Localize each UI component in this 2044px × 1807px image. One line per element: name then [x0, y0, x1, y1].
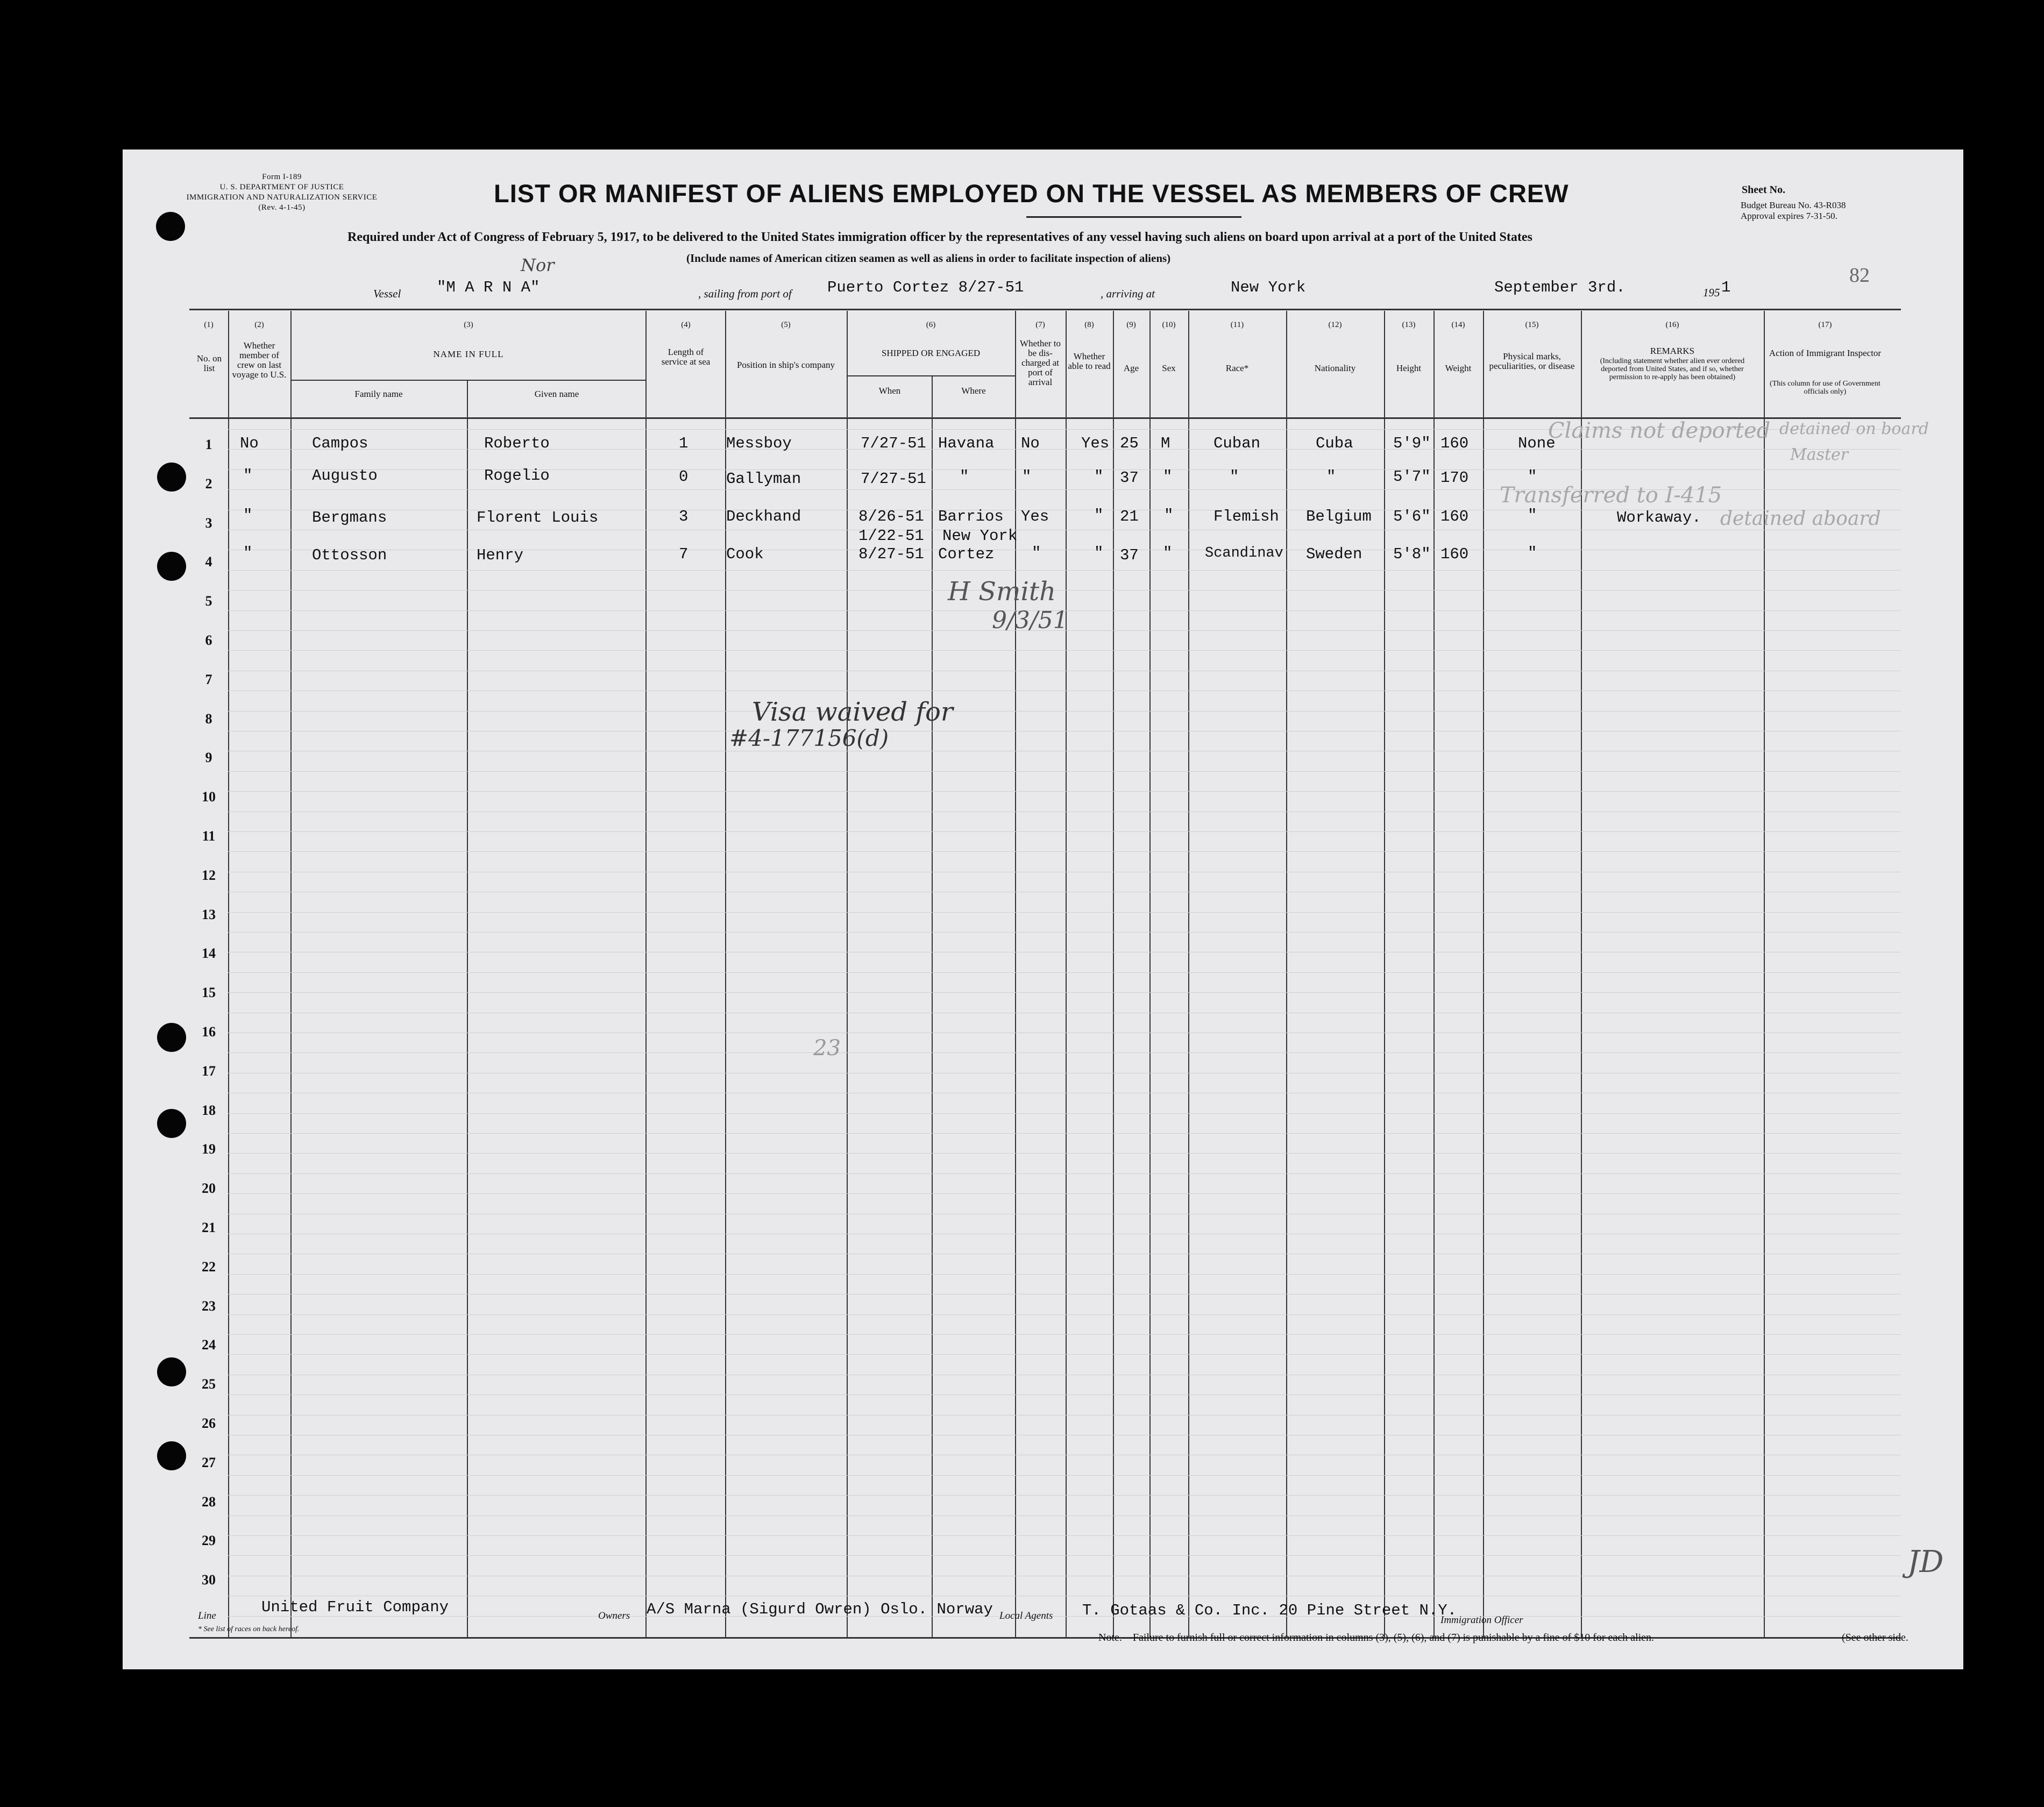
row-number: 14 — [202, 945, 216, 962]
row3-weight: 160 — [1440, 508, 1469, 525]
row-number: 17 — [202, 1063, 216, 1079]
punch-hole — [157, 1023, 186, 1052]
col-num: (11) — [1230, 321, 1244, 329]
row1-race: Cuban — [1213, 435, 1261, 452]
faint-remarks-row1: Claims not deported — [1548, 418, 1771, 443]
row-number: 13 — [202, 906, 216, 922]
races-note: * See list of races on back hereof. — [198, 1625, 300, 1633]
faint-action-row1: detained on board — [1779, 419, 1929, 438]
row1-weight: 160 — [1440, 435, 1469, 452]
row1-height: 5'9" — [1393, 435, 1431, 452]
col-num: (4) — [681, 321, 691, 329]
year-suffix: 1 — [1721, 279, 1731, 296]
sailing-port: Puerto Cortez 8/27-51 — [827, 279, 1024, 296]
row3-family-name: Bergmans — [312, 509, 387, 527]
row-number: 24 — [202, 1337, 216, 1353]
row-number: 12 — [202, 867, 216, 883]
punch-hole — [157, 552, 186, 581]
row-number: 6 — [205, 632, 212, 648]
ruled-line — [228, 1153, 1901, 1154]
ruled-line — [228, 1274, 1901, 1275]
row3-read: " — [1094, 507, 1104, 524]
row-number: 4 — [205, 554, 212, 570]
row1-nationality: Cuba — [1316, 435, 1353, 452]
row1-where: Havana — [938, 435, 995, 452]
ruled-line — [228, 650, 1901, 651]
row-number: 21 — [202, 1220, 216, 1235]
row4-service: 7 — [679, 545, 689, 563]
table-top-rule — [189, 309, 1901, 310]
sailing-label: , sailing from port of — [698, 287, 792, 300]
row3-nationality: Belgium — [1306, 508, 1372, 525]
col-header-read: Whether able to read — [1068, 351, 1111, 371]
ruled-line — [228, 1475, 1901, 1476]
ruled-line — [228, 1193, 1901, 1194]
row2-last-voyage: " — [243, 467, 253, 485]
col-num: (14) — [1451, 321, 1465, 329]
row-number: 30 — [202, 1572, 216, 1588]
row3-when: 8/26-51 — [858, 508, 924, 525]
row-number: 20 — [202, 1180, 216, 1197]
row2-given-name: Rogelio — [484, 467, 550, 485]
ruled-line — [228, 1314, 1901, 1315]
row2-nationality: " — [1326, 468, 1336, 486]
faint-remarks-row3b: detained aboard — [1720, 508, 1881, 530]
row-number: 5 — [205, 593, 212, 609]
ruled-line — [228, 1052, 1901, 1053]
ruled-line — [228, 771, 1901, 772]
row-number: 22 — [202, 1258, 216, 1275]
col-header-action: Action of Immigrant Inspector — [1769, 348, 1882, 358]
owners-value: A/S Marna (Sigurd Owren) Oslo. Norway — [647, 1600, 993, 1618]
row4-family-name: Ottosson — [312, 546, 387, 564]
row2-marks: " — [1528, 468, 1537, 486]
col-header-height: Height — [1396, 363, 1422, 373]
row4-position: Cook — [726, 545, 764, 563]
row4-weight: 160 — [1440, 545, 1469, 563]
required-line: Required under Act of Congress of February 5, 1917, to be delivered to the United States immigration officer by the representatives of any vessel having such aliens on board upon arrival at a port of the United States — [347, 230, 1532, 244]
sheet-number-label: Sheet No. — [1742, 184, 1786, 196]
row1-last-voyage: No — [240, 435, 259, 452]
ruled-line — [228, 1535, 1901, 1536]
row1-discharged: No — [1021, 435, 1040, 452]
row4-when: 8/27-51 — [858, 545, 924, 563]
arriving-label: , arriving at — [1101, 287, 1155, 300]
ruled-line — [228, 831, 1901, 832]
row-number: 25 — [202, 1376, 216, 1392]
col-num: (8) — [1084, 321, 1094, 329]
column-rule — [932, 376, 933, 1637]
row3-height: 5'6" — [1393, 508, 1431, 525]
col-header-service: Length of service at sea — [661, 347, 711, 367]
officer-label: Immigration Officer — [1440, 1614, 1523, 1626]
col-header-remarks: REMARKS — [1650, 346, 1695, 356]
row-number: 9 — [205, 750, 212, 766]
col-header-age: Age — [1123, 363, 1139, 373]
row2-height: 5'7" — [1393, 468, 1431, 486]
col-header-weight: Weight — [1445, 363, 1472, 373]
row3-marks: " — [1528, 507, 1537, 524]
ruled-line — [228, 992, 1901, 993]
row1-family-name: Campos — [312, 435, 368, 452]
row-number: 3 — [205, 515, 212, 531]
year-prefix: 195 — [1703, 286, 1720, 299]
ruled-line — [228, 1334, 1901, 1335]
handwritten-mark: 23 — [813, 1036, 841, 1061]
row-number: 27 — [202, 1454, 216, 1470]
row2-service: 0 — [679, 468, 689, 486]
row3-given-name: Florent Louis — [477, 509, 599, 527]
row3-service: 3 — [679, 508, 689, 525]
col-num: (16) — [1665, 321, 1679, 329]
handwritten-signature: H Smith — [948, 577, 1056, 607]
row2-where: " — [960, 468, 969, 486]
row-number: 8 — [205, 710, 212, 727]
ruled-line — [228, 912, 1901, 913]
row3-discharged: Yes — [1021, 508, 1049, 525]
row-number: 26 — [202, 1415, 216, 1431]
line-value: United Fruit Company — [261, 1598, 449, 1616]
row2-age: 37 — [1120, 469, 1139, 487]
row4-nationality: Sweden — [1306, 545, 1362, 563]
row-number: 23 — [202, 1298, 216, 1314]
row3-race: Flemish — [1213, 508, 1279, 525]
vessel-annotation: Nor — [521, 255, 555, 275]
ruled-line — [228, 1495, 1901, 1496]
row1-age: 25 — [1120, 435, 1139, 452]
row1-given-name: Roberto — [484, 435, 550, 452]
agents-value: T. Gotaas & Co. Inc. 20 Pine Street N.Y. — [1082, 1602, 1457, 1619]
handwritten-visa-line2: #4-177156(d) — [729, 725, 889, 751]
agents-label: Local Agents — [999, 1610, 1053, 1621]
row2-sex: " — [1163, 468, 1173, 486]
row4-given-name: Henry — [477, 546, 524, 564]
punch-hole — [156, 212, 185, 241]
col-header-where: Where — [961, 386, 986, 396]
col-header-discharged: Whether to be dis-charged at port of arrival — [1020, 338, 1061, 387]
row4-last-voyage: " — [243, 544, 253, 562]
row-number: 7 — [205, 671, 212, 687]
ruled-line — [228, 1133, 1901, 1134]
row-number: 2 — [205, 475, 212, 492]
row2-race: " — [1230, 468, 1239, 486]
row-number: 19 — [202, 1141, 216, 1157]
col-header-marks: Physical marks, peculiarities, or disease — [1489, 351, 1575, 371]
ruled-line — [228, 570, 1901, 571]
row3-last-voyage: " — [243, 507, 253, 524]
handwritten-visa-line1: Visa waived for — [752, 697, 953, 727]
col-header-no: No. on list — [196, 353, 222, 373]
row3-where: Barrios — [938, 508, 1004, 525]
row-number: 29 — [202, 1533, 216, 1549]
ruled-line — [228, 1616, 1901, 1617]
punch-hole — [157, 1441, 186, 1470]
include-line: (Include names of American citizen seamen as well as aliens in order to facilitate inspection of aliens) — [686, 252, 1171, 265]
col-header-remarks-note: (Including statement whether alien ever ordered deported from United States, and if so, whether permission to re-apply has been obtained) — [1600, 357, 1745, 381]
row-number: 16 — [202, 1024, 216, 1040]
row4-marks: " — [1528, 544, 1537, 562]
manifest-sheet — [123, 150, 1963, 1669]
row1-sex: M — [1161, 435, 1170, 452]
handwritten-signature-date: 9/3/51 — [992, 607, 1068, 634]
ruled-line — [228, 469, 1901, 470]
row4-age: 37 — [1120, 546, 1139, 564]
row3-position: Deckhand — [726, 508, 801, 525]
row1-marks: None — [1518, 435, 1556, 452]
row-number: 10 — [202, 789, 216, 805]
ruled-line — [228, 791, 1901, 792]
col-header-sex: Sex — [1162, 363, 1176, 373]
col-header-shipped: SHIPPED OR ENGAGED — [881, 348, 981, 358]
row1-service: 1 — [679, 435, 689, 452]
punch-hole — [157, 1357, 186, 1386]
handwritten-initials: JD — [1907, 1545, 1944, 1580]
col-num: (7) — [1035, 321, 1045, 329]
approval-line: Approval expires 7-31-50. — [1741, 211, 1837, 221]
row-number: 18 — [202, 1102, 216, 1118]
row3-sex: " — [1164, 507, 1174, 524]
title-underline — [1026, 216, 1241, 218]
revision: (Rev. 4-1-45) — [258, 203, 306, 212]
department: U. S. DEPARTMENT OF JUSTICE — [219, 183, 344, 191]
faint-action-row1b: Master — [1790, 445, 1849, 464]
footer-see-other: (See other side. — [1842, 1632, 1908, 1644]
punch-hole — [157, 1109, 186, 1138]
row4-where-prior: New York — [942, 527, 1018, 545]
row2-position: Gallyman — [726, 470, 801, 488]
row1-read: Yes — [1081, 435, 1110, 452]
form-number: Form I-189 — [262, 173, 302, 181]
punch-hole — [157, 463, 186, 492]
col-num: (9) — [1126, 321, 1136, 329]
row2-when: 7/27-51 — [861, 470, 926, 488]
col-header-action-note: (This column for use of Government officials only) — [1770, 380, 1880, 396]
line-label: Line — [198, 1610, 216, 1621]
col-num: (2) — [254, 321, 264, 329]
col-num: (1) — [204, 321, 214, 329]
row4-sex: " — [1163, 544, 1173, 562]
col-num: (3) — [464, 321, 473, 329]
column-rule — [467, 381, 468, 1637]
row2-weight: 170 — [1440, 469, 1469, 487]
ruled-line — [228, 1113, 1901, 1114]
col-num: (10) — [1162, 321, 1176, 329]
vessel-name: "M A R N A" — [437, 279, 540, 296]
ruled-line — [228, 851, 1901, 852]
owners-label: Owners — [598, 1610, 630, 1621]
row4-read: " — [1094, 544, 1104, 562]
page-number: 82 — [1849, 264, 1870, 287]
row2-discharged: " — [1022, 468, 1032, 486]
ruled-line — [228, 449, 1901, 450]
ruled-line — [228, 972, 1901, 973]
col-header-given: Given name — [534, 389, 579, 399]
budget-bureau-line: Budget Bureau No. 43-R038 — [1741, 200, 1846, 210]
form-identification — [174, 172, 389, 213]
row2-read: " — [1094, 468, 1104, 486]
row2-family-name: Augusto — [312, 467, 378, 485]
row1-when: 7/27-51 — [861, 435, 926, 452]
row-number: 1 — [205, 437, 212, 452]
row-number: 28 — [202, 1493, 216, 1510]
row-number: 11 — [202, 828, 216, 844]
col-num: (12) — [1328, 321, 1342, 329]
footer-note: Note.—Failure to furnish full or correct information in columns (3), (5), (6), and (7) is punishable by a fine of $10 for each alien. — [1098, 1632, 1655, 1644]
name-subheader-rule — [290, 380, 645, 381]
ruled-line — [228, 590, 1901, 591]
row3-remarks: Workaway. — [1617, 509, 1701, 527]
service: IMMIGRATION AND NATURALIZATION SERVICE — [186, 193, 378, 202]
row4-where: Cortez — [938, 545, 995, 563]
col-num: (6) — [926, 321, 936, 329]
col-header-name: NAME IN FULL — [433, 349, 504, 359]
col-num: (13) — [1402, 321, 1416, 329]
col-num: (15) — [1525, 321, 1539, 329]
col-header-nationality: Nationality — [1314, 363, 1356, 373]
row4-height: 5'8" — [1393, 545, 1431, 563]
faint-remarks-row3: Transferred to I-415 — [1500, 483, 1722, 508]
row1-position: Messboy — [726, 435, 792, 452]
ruled-line — [228, 1354, 1901, 1355]
row3-age: 21 — [1120, 508, 1139, 525]
col-header-last-voyage: Whether member of crew on last voyage to U.S. — [232, 340, 287, 380]
row4-when-prior: 1/22-51 — [858, 527, 924, 545]
arrival-date: September 3rd. — [1494, 279, 1626, 296]
ruled-line — [228, 1555, 1901, 1556]
row4-race: Scandinav — [1205, 545, 1283, 561]
row4-discharged: " — [1032, 544, 1041, 562]
col-header-family: Family name — [354, 389, 403, 399]
col-header-race: Race* — [1225, 363, 1249, 373]
ruled-line — [228, 932, 1901, 933]
ruled-line — [228, 711, 1901, 712]
ruled-line — [228, 1173, 1901, 1174]
page-title: LIST OR MANIFEST OF ALIENS EMPLOYED ON THE VESSEL AS MEMBERS OF CREW — [494, 179, 1569, 208]
row-number: 15 — [202, 985, 216, 1001]
col-header-position: Position in ship's company — [736, 360, 835, 370]
arriving-port: New York — [1231, 279, 1306, 296]
col-num: (17) — [1818, 321, 1832, 329]
col-header-when: When — [878, 386, 901, 396]
col-num: (5) — [781, 321, 791, 329]
shipped-subheader-rule — [847, 375, 1015, 376]
vessel-label: Vessel — [373, 287, 401, 300]
